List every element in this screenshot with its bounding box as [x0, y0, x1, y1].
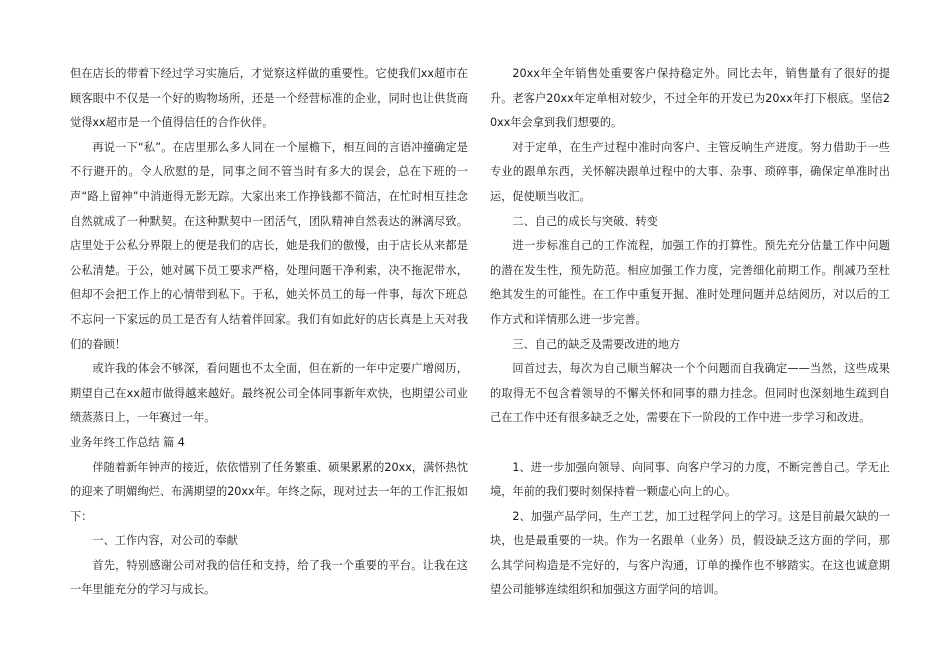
blank-line: [490, 431, 890, 456]
left-paragraph-3: 或许我的体会不够深，看问题也不太全面，但在新的一年中定要广增阅历，期望自己在xx超市做得越来越好。最终祝公司全体同事新年欢快，也期望公司业绩蒸蒸日上，一年赛过一年。: [70, 362, 468, 425]
right-paragraph-2: 对于定单，在生产过程中准时向客户、主管反响生产进度。努力借助于一些专业的跟单东西，关怀解决跟单过程中的大事、杂事、琐碎事，确保定单准时出运，促使顺当收汇。: [490, 140, 890, 203]
section-heading-1: 一、工作内容，对公司的奉献: [92, 534, 238, 548]
right-paragraph-5: 1、进一步加强向领导、向同事、向客户学习的力度，不断完善自己。学无止境，年前的我们要时刻保持着一颗虚心向上的心。: [490, 460, 890, 499]
left-paragraph-1: 但在店长的带着下经过学习实施后，才觉察这样做的重要性。它使我们xx超市在顾客眼中不仅是一个好的购物场所，还是一个经营标准的企业，同时也让供货商觉得xx超市是一个值得信任的合作伙伴。: [70, 67, 468, 130]
right-column: [490, 62, 890, 603]
right-paragraph-3: 进一步标准自己的工作流程，加强工作的打算性。预先充分估量工作中问题的潜在发生性，预先防范。相应加强工作力度，完善细化前期工作。削减乃至杜绝其发生的可能性。在工作中重复开掘、准时处理问题并总结阅历，对以后的工作方式和详情那么进一步完善。: [490, 239, 890, 326]
left-paragraph-4: 伴随着新年钟声的接近，依依惜别了任务繁重、硕果累累的20xx，满怀热忱的迎来了明媚绚烂、布满期望的20xx年。年终之际，现对过去一年的工作汇报如下：: [70, 460, 468, 523]
left-column: [70, 62, 468, 603]
left-paragraph-2: 再说一下“私”。在店里那么多人同在一个屋檐下，相互间的言语冲撞确定是不行避开的。令人欣慰的是，同事之间不管当时有多大的误会，总在下班的一声“路上留神”中消逝得无影无踪。大家出来工作挣钱都不简洁，在忙时相互挂念自然就成了一种默契。在这种默契中一团活气，团队精神自然表达的淋漓尽致。店里处于公私分界限上的便是我们的店长，她是我们的傲慢，由于店长从来都是公私清楚。于公，她对属下员工要求严格，处理问题干净利索，决不拖泥带水，但却不会把工作上的心情带到私下。于私，她关怀员工的每一件事，每次下班总不忘问一下家远的员工是否有人结着伴回家。我们有如此好的店长真是上天对我们的眷顾！: [70, 140, 468, 351]
left-paragraph-5: 首先，特别感谢公司对我的信任和支持，给了我一个重要的平台。让我在这一年里能充分的学习与成长。: [70, 558, 468, 597]
right-paragraph-6: 2、加强产品学问，生产工艺，加工过程学问上的学习。这是目前最欠缺的一块，也是最重要的一块。作为一名跟单（业务）员，假设缺乏这方面的学问，那么其学问构造是不完好的，与客户沟通，订单的操作也不够踏实。在这也诚意期望公司能够连续组织和加强这方面学问的培训。: [490, 509, 890, 597]
right-paragraph-4: 回首过去，每次为自己顺当解决一个个问题而自我确定——当然，这些成果的取得无不包含着领导的不懈关怀和同事的鼎力挂念。但同时也深刻地生疏到自己在工作中还有很多缺乏之处，需要在下一阶段的工作中进一步学习和改进。: [490, 362, 890, 425]
section-heading-2: 二、自己的成长与突破、转变: [512, 214, 658, 228]
section-title-4: 业务年终工作总结 篇 4: [70, 435, 185, 449]
right-paragraph-1: 20xx年全年销售处重要客户保持稳定外。同比去年，销售量有了很好的提升。老客户20xx年定单相对较少，不过全年的开发已为20xx年打下根底。坚信20xx年会拿到我们想要的。: [490, 67, 890, 130]
section-heading-3: 三、自己的缺乏及需要改进的地方: [512, 337, 681, 351]
